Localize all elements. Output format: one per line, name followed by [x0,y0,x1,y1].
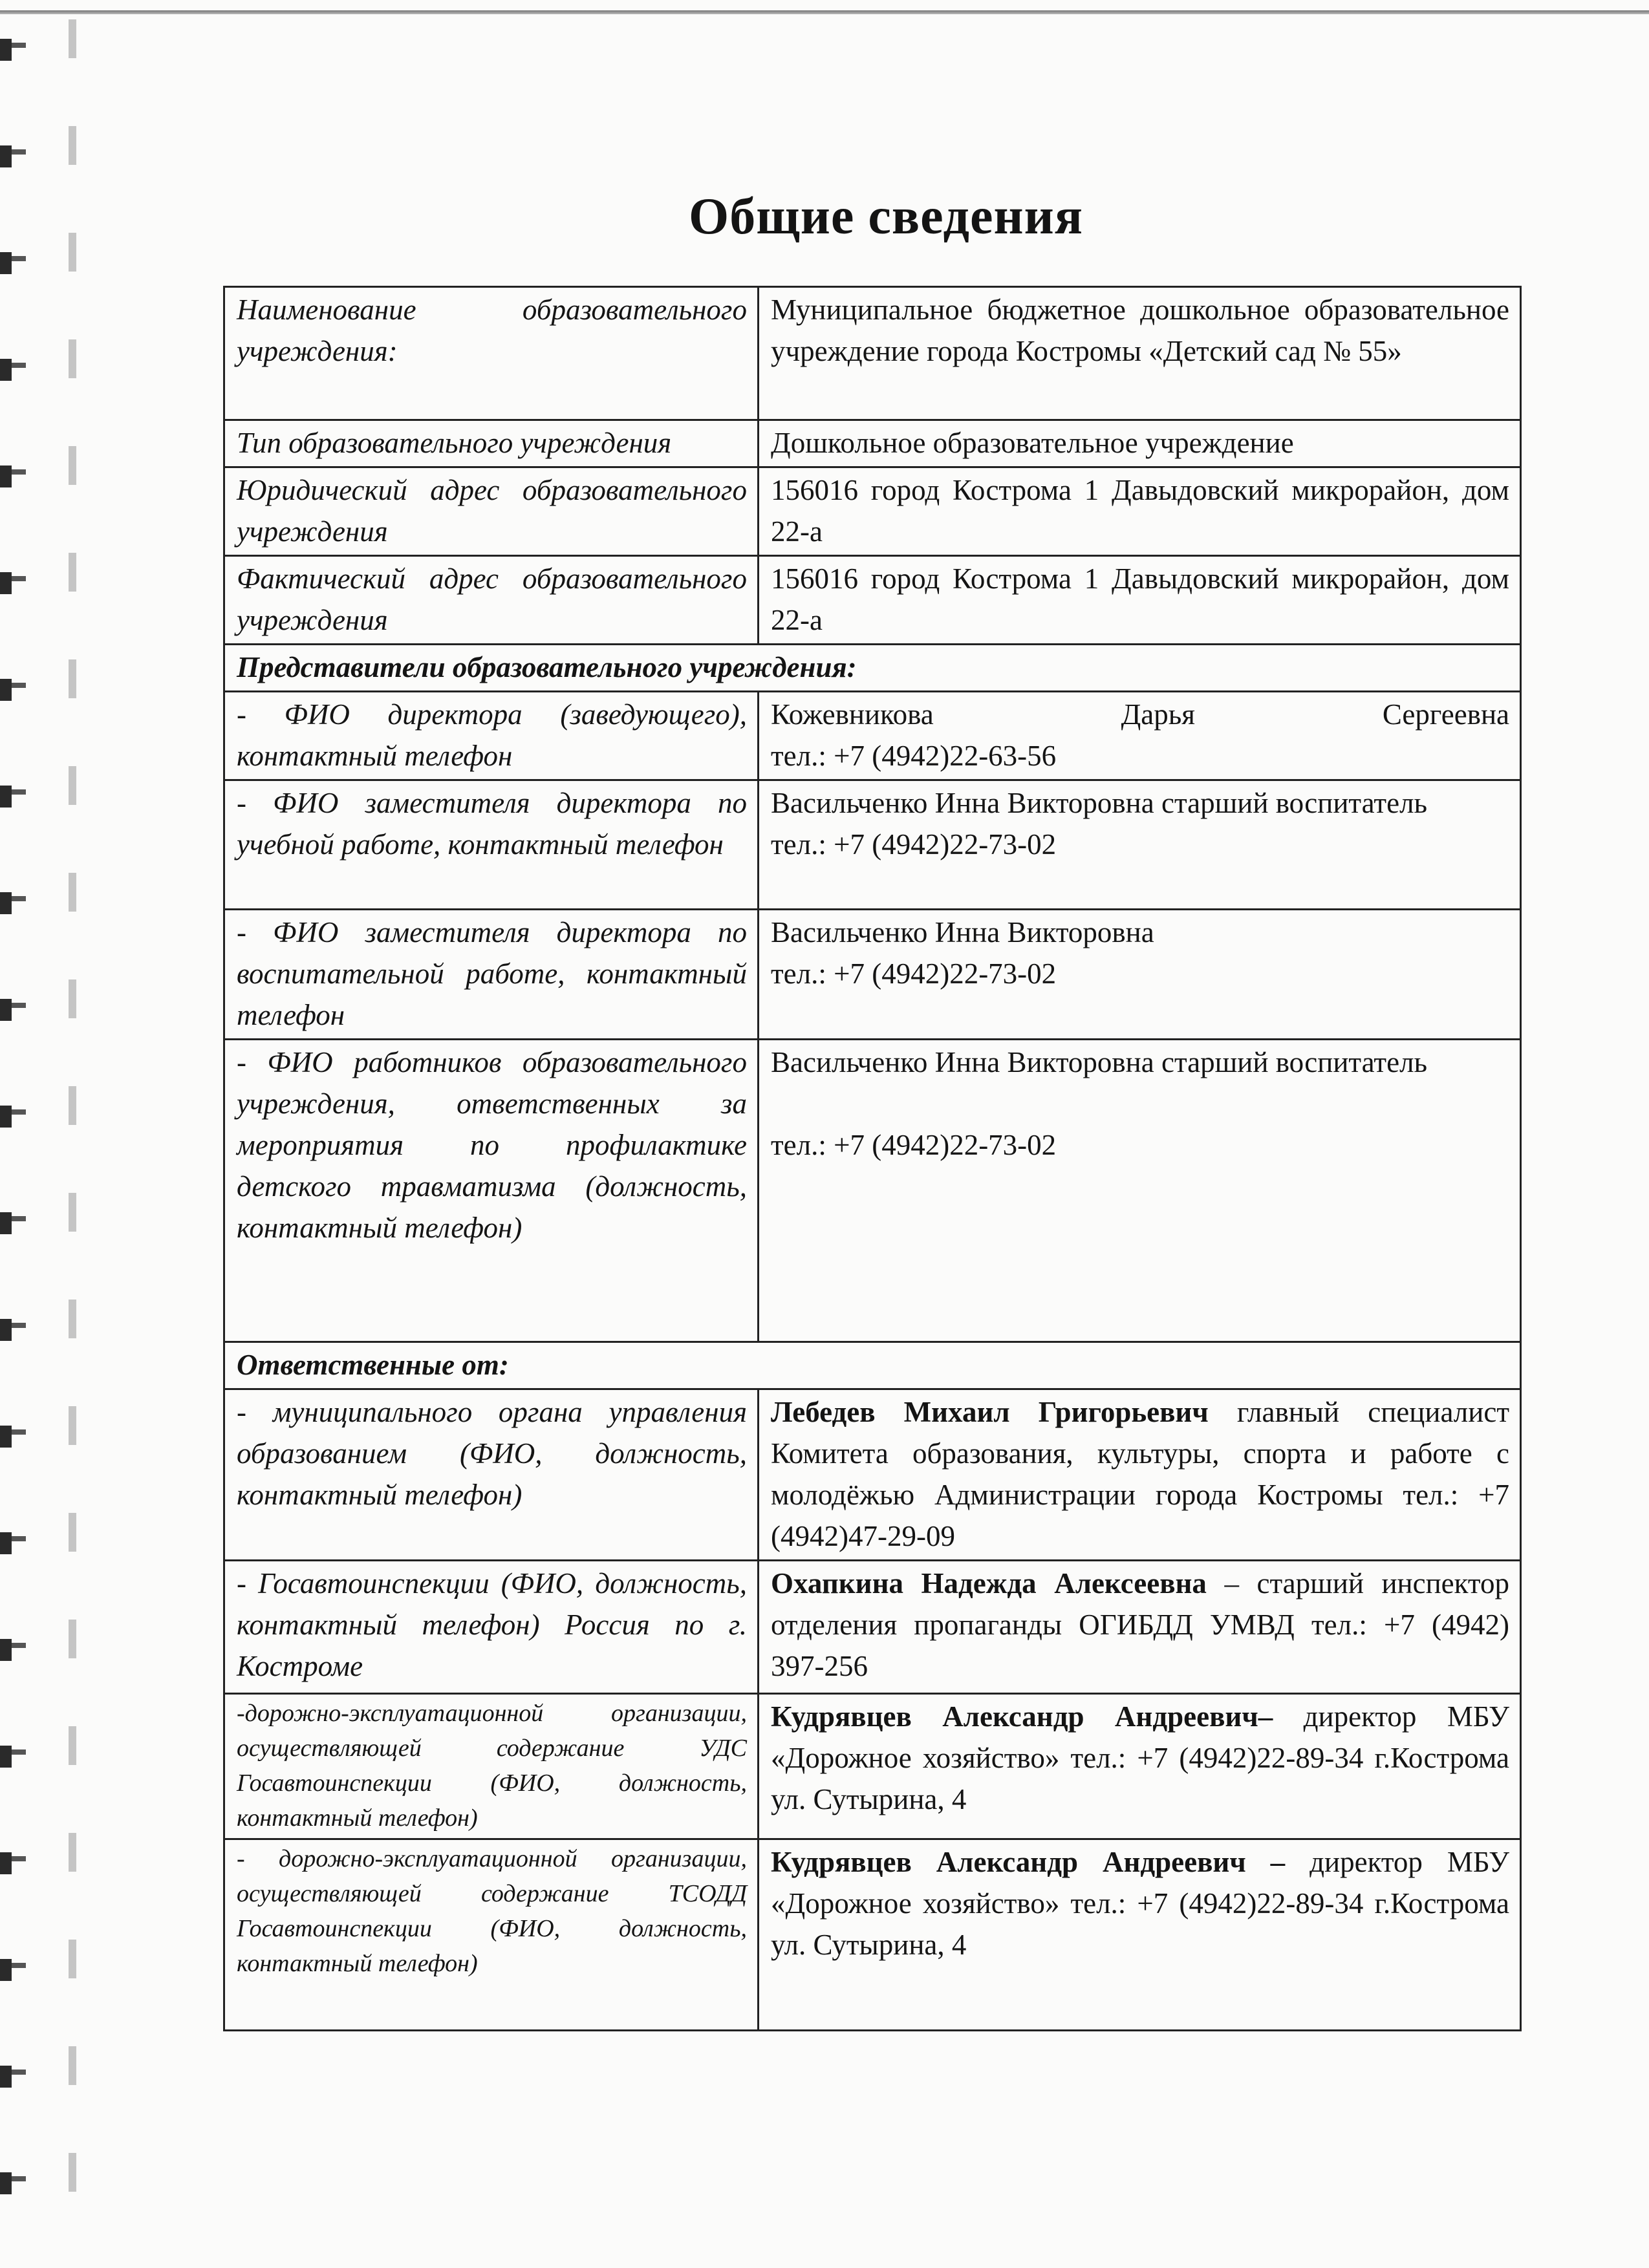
binding-tooth [0,679,12,701]
binding-tooth [0,1746,12,1768]
row-label: - ФИО заместителя директора по учебной работе, контактный телефон [224,780,759,910]
table-row [224,1040,1521,1342]
person-details: директор МБУ «Дорожное хозяйство» тел.: +7 (4942)22-89-34 [771,1846,1510,1920]
row-value [759,1389,1521,1561]
table-row [224,467,1521,556]
person-name: Васильченко Инна Викторовна старший воспитатель [771,787,1428,819]
binding-tooth [0,145,12,167]
page-title: Общие сведения [689,188,1083,245]
person-phone: г.Кострома ул. Сутырина, 4 [771,1742,1510,1815]
binding-tooth [0,572,12,594]
person-phone: тел.: +7 (4942) 397-256 [771,1609,1510,1682]
row-label: - дорожно-эксплуатационной организации, осуществляющей содержание ТСОДД Госавтоинспекции (ФИО, должность, контактный телефон) [224,1839,759,2031]
section-row [224,1342,1521,1389]
person-name: Лебедев Михаил Григорьевич [771,1396,1209,1428]
row-label: - ФИО директора (заведующего), контактный телефон [224,692,759,780]
binding-tooth [0,1959,12,1981]
person-name: Васильченко Инна Викторовна старший воспитатель [771,1046,1428,1078]
table-row [224,420,1521,467]
binding-tooth [0,1106,12,1128]
binding-tooth [0,1319,12,1341]
binding-tooth [0,1639,12,1661]
binding-tooth [0,1212,12,1234]
table-row [224,556,1521,645]
person-details: – старший инспектор отделения пропаганды ОГИБДД УМВД [771,1567,1510,1641]
person-details: главный специалист Комитета образования, культуры, спорта и работе с молодёжью Администрации города Костромы [771,1396,1509,1511]
row-value: Муниципальное бюджетное дошкольное образовательное учреждение города Костромы «Детский сад № 55» [759,287,1521,420]
binding-tooth [0,2066,12,2088]
row-value [759,1561,1521,1694]
general-info-table [223,286,1522,2031]
table-row [224,910,1521,1040]
row-label: -дорожно-эксплуатационной организации, осуществляющей содержание УДС Госавтоинспекции (ФИО, должность, контактный телефон) [224,1694,759,1839]
row-label: Юридический адрес образовательного учреждения [224,467,759,556]
table-row [224,1839,1521,2031]
person-phone: тел.: +7 (4942)22-73-02 [771,957,1057,990]
binding-tooth [0,465,12,487]
binding-tooth [0,359,12,381]
row-value [759,780,1521,910]
row-label: - муниципального органа управления образованием (ФИО, должность, контактный телефон) [224,1389,759,1561]
binding-tooth [0,1532,12,1554]
binding-tooth [0,892,12,914]
row-value [759,1694,1521,1839]
row-label: - Госавтоинспекции (ФИО, должность, контактный телефон) Россия по г. Костроме [224,1561,759,1694]
person-phone: тел.: +7 (4942)22-63-56 [771,740,1057,772]
binding-tooth [0,786,12,808]
row-value: 156016 город Кострома 1 Давыдовский микрорайон, дом 22-а [759,556,1521,645]
row-value: Дошкольное образовательное учреждение [759,420,1521,467]
spiral-binding [0,0,91,2268]
row-label: Фактический адрес образовательного учреждения [224,556,759,645]
person-details: директор МБУ «Дорожное хозяйство» тел.: +7 (4942)22-89-34 [771,1700,1509,1774]
section-heading-representatives: Представители образовательного учреждения: [224,645,1521,692]
person-phone: тел.: +7 (4942)22-73-02 [771,828,1057,861]
table-row [224,692,1521,780]
table-row [224,780,1521,910]
binding-tooth [0,1852,12,1874]
table-row [224,1561,1521,1694]
table-row [224,1389,1521,1561]
person-name: Охапкина Надежда Алексеевна [771,1567,1207,1599]
binding-tooth [0,39,12,61]
person-phone: тел.: +7 (4942)22-73-02 [771,1129,1057,1161]
binding-tooth [0,252,12,274]
row-value: 156016 город Кострома 1 Давыдовский микрорайон, дом 22-а [759,467,1521,556]
row-value [759,1040,1521,1342]
table-row [224,1694,1521,1839]
person-name: Васильченко Инна Викторовна [771,916,1154,948]
binding-tooth [0,1426,12,1448]
person-phone: г.Кострома ул. Сутырина, 4 [771,1887,1510,1961]
row-value [759,1839,1521,2031]
section-heading-responsible: Ответственные от: [224,1342,1521,1389]
person-phone: тел.: +7 (4942)47-29-09 [771,1479,1509,1552]
person-name: Кудрявцев Александр Андреевич – [771,1846,1286,1878]
person-name: Кожевникова Дарья Сергеевна [771,698,1509,731]
table-row [224,287,1521,420]
binding-tooth [0,2172,12,2194]
row-label: - ФИО заместителя директора по воспитательной работе, контактный телефон [224,910,759,1040]
row-value [759,910,1521,1040]
section-row [224,645,1521,692]
row-label: Наименование образовательного учреждения: [224,287,759,420]
row-label: Тип образовательного учреждения [224,420,759,467]
person-name: Кудрявцев Александр Андреевич– [771,1700,1273,1733]
binding-rail [69,19,76,2243]
page-top-edge [0,10,1649,14]
row-label: - ФИО работников образовательного учреждения, ответственных за мероприятия по профилактике детского травматизма (должность, контактный телефон) [224,1040,759,1342]
row-value [759,692,1521,780]
binding-tooth [0,999,12,1021]
